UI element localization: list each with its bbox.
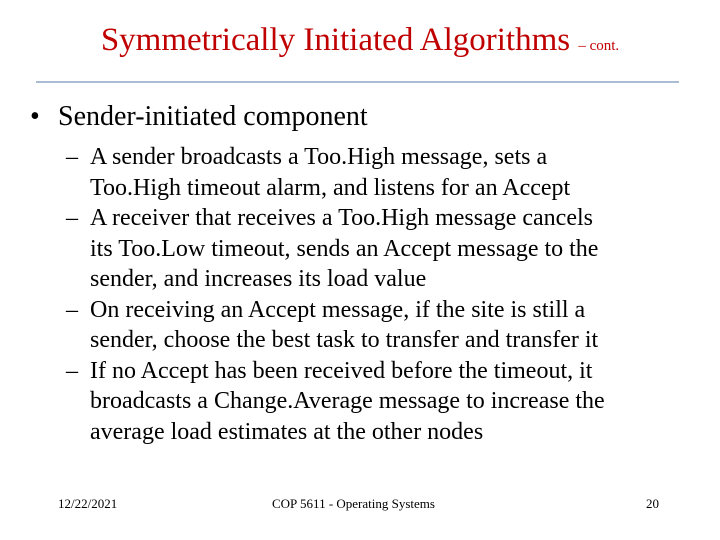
sub-bullet-line: If no Accept has been received before the timeout, it bbox=[90, 357, 593, 384]
footer-course: COP 5611 - Operating Systems bbox=[272, 496, 435, 511]
sub-bullet-line: A sender broadcasts a Too.High message, sets a bbox=[90, 144, 548, 170]
sub-bullet-3 bbox=[66, 295, 706, 356]
sub-bullet-line: Too.High timeout alarm, and listens for an Accept bbox=[90, 174, 571, 201]
sub-bullet-4 bbox=[66, 356, 706, 448]
sub-bullet-line: sender, and increases its load value bbox=[90, 266, 427, 292]
bullet-marker: • bbox=[30, 101, 40, 132]
title-divider bbox=[36, 81, 679, 83]
sub-bullet-1 bbox=[66, 142, 706, 203]
slide-title-main: Symmetrically Initiated Algorithms bbox=[100, 22, 571, 58]
slide-title bbox=[0, 18, 720, 68]
sub-bullet-line: On receiving an Accept message, if the site is still a bbox=[90, 296, 586, 323]
sub-bullet-line: sender, choose the best task to transfer and transfer it bbox=[90, 327, 599, 353]
sub-bullet-marker: – bbox=[66, 205, 78, 231]
footer-page-number: 20 bbox=[646, 496, 659, 511]
sub-bullet-line: average load estimates at the other nodes bbox=[90, 418, 484, 445]
sub-bullet-marker: – bbox=[66, 144, 78, 170]
sub-bullet-list bbox=[66, 142, 706, 447]
sub-bullet-2 bbox=[66, 203, 706, 295]
slide-title-suffix: – cont. bbox=[578, 38, 620, 54]
footer-date: 12/22/2021 bbox=[58, 496, 118, 511]
sub-bullet-line: A receiver that receives a Too.High message cancels bbox=[90, 205, 593, 231]
sub-bullet-line: broadcasts a Change.Average message to increase the bbox=[90, 388, 605, 414]
main-bullet-text: Sender-initiated component bbox=[58, 101, 368, 132]
main-bullet bbox=[30, 97, 368, 137]
sub-bullet-line: its Too.Low timeout, sends an Accept message to the bbox=[90, 235, 599, 262]
sub-bullet-marker: – bbox=[66, 357, 78, 384]
sub-bullet-marker: – bbox=[66, 296, 78, 323]
